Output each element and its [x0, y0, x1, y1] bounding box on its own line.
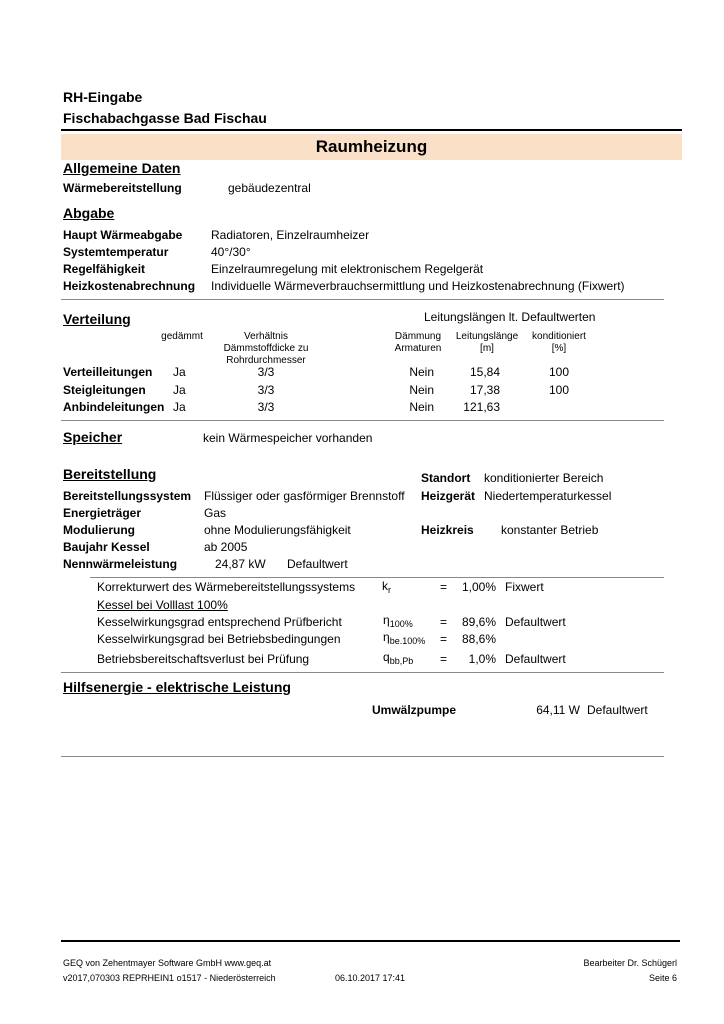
standort-label: Standort — [421, 471, 471, 485]
modulierung-label: Modulierung — [63, 523, 135, 537]
abgabe-row-value: Einzelraumregelung mit elektronischem Regelgerät — [211, 262, 484, 276]
col-header-konditioniert: [%] — [551, 343, 567, 354]
col-header-verhaeltnis: Dämmstoffdicke zu — [223, 343, 309, 354]
section-verteilung-heading: Verteilung — [63, 311, 131, 327]
section-bereitstellung-heading: Bereitstellung — [63, 466, 157, 482]
section-hilfsenergie-heading: Hilfsenergie - elektrische Leistung — [63, 679, 291, 695]
bereitschaftsverlust-value: 1,0% — [468, 652, 496, 666]
abgabe-row-label: Heizkostenabrechnung — [63, 279, 196, 293]
korrekturwert-value: 1,00% — [461, 580, 496, 594]
table-cell: 121,63 — [463, 400, 500, 414]
wirkungsgrad-pruefbericht-value: 89,6% — [461, 615, 496, 629]
footer-page-number: Seite 6 — [648, 973, 677, 983]
section-abgabe-heading: Abgabe — [63, 205, 115, 221]
modulierung-value: ohne Modulierungsfähigkeit — [204, 523, 351, 537]
section-speicher-heading: Speicher — [63, 429, 123, 445]
footer-date: 06.10.2017 17:41 — [335, 973, 406, 983]
footer-software: GEQ von Zehentmayer Software GmbH www.geq.at — [63, 958, 272, 968]
umwaelzpumpe-label: Umwälzpumpe — [372, 703, 457, 717]
korrekturwert-note: Fixwert — [505, 580, 544, 594]
divider — [61, 420, 664, 421]
standort-value: konditionierter Bereich — [484, 471, 604, 485]
header-rule — [61, 129, 682, 131]
equals-sign: = — [440, 615, 448, 629]
eta-be100-symbol: $\eta_{be.100\%}$ — [383, 630, 426, 646]
energietraeger-label: Energieträger — [63, 506, 142, 520]
heizkreis-value: konstanter Betrieb — [501, 523, 599, 537]
heizgeraet-value: Niedertemperaturkessel — [484, 489, 612, 503]
footer-version: v2017,070303 REPRHEIN1 o1517 - Niederösterreich — [63, 973, 276, 983]
table-cell: 100 — [548, 383, 570, 397]
nennwaermeleistung-value: 24,87 kW — [215, 557, 266, 571]
abgabe-row-value: 40°/30° — [211, 245, 251, 259]
kessel-volllast-heading: Kessel bei Volllast 100% — [97, 598, 228, 612]
heizgeraet-label: Heizgerät — [421, 489, 476, 503]
page-title: Raumheizung — [315, 137, 428, 156]
speicher-value: kein Wärmespeicher vorhanden — [203, 431, 373, 445]
energietraeger-value: Gas — [204, 506, 227, 520]
table-cell: 17,38 — [469, 383, 500, 397]
col-header-leitungslaenge: [m] — [480, 343, 494, 354]
col-header-verhaeltnis: Verhältnis — [244, 331, 288, 342]
table-row-label: Verteilleitungen — [63, 365, 153, 379]
umwaelzpumpe-value: 64,11 W — [536, 703, 580, 717]
bereitschaftsverlust-label: Betriebsbereitschaftsverlust bei Prüfung — [97, 652, 310, 666]
baujahr-value: ab 2005 — [204, 540, 248, 554]
table-cell: Ja — [173, 365, 186, 379]
table-cell: 3/3 — [257, 383, 275, 397]
bereitstellungssystem-label: Bereitstellungssystem — [63, 489, 192, 503]
col-header-daemmung: Armaturen — [394, 343, 442, 354]
divider — [90, 577, 664, 578]
baujahr-label: Baujahr Kessel — [63, 540, 150, 554]
nennwaermeleistung-label: Nennwärmeleistung — [63, 557, 178, 571]
table-row-label: Anbindeleitungen — [63, 400, 165, 414]
wirkungsgrad-pruefbericht-label: Kesselwirkungsgrad entsprechend Prüfbericht — [97, 615, 342, 629]
divider — [61, 756, 664, 757]
col-header-gedaemmt: gedämmt — [161, 331, 203, 342]
waermebereitstellung-label: Wärmebereitstellung — [63, 181, 182, 195]
umwaelzpumpe-note: Defaultwert — [587, 703, 648, 717]
verteilung-note: Leitungslängen lt. Defaultwerten — [424, 310, 596, 324]
header-line-2: Fischabachgasse Bad Fischau — [63, 110, 267, 126]
equals-sign: = — [440, 580, 448, 594]
wirkungsgrad-betrieb-label: Kesselwirkungsgrad bei Betriebsbedingungen — [97, 632, 341, 646]
table-cell: Ja — [173, 383, 186, 397]
table-cell: Nein — [409, 383, 434, 397]
footer-rule — [61, 940, 680, 942]
equals-sign: = — [440, 632, 448, 646]
table-row-label: Steigleitungen — [63, 383, 146, 397]
col-header-konditioniert: konditioniert — [532, 331, 586, 342]
abgabe-row-label: Regelfähigkeit — [63, 262, 146, 276]
bereitschaftsverlust-note: Defaultwert — [505, 652, 566, 666]
divider — [61, 299, 664, 300]
table-cell: 15,84 — [469, 365, 500, 379]
abgabe-row-label: Systemtemperatur — [63, 245, 169, 259]
bereitstellungssystem-value: Flüssiger oder gasförmiger Brennstoff — [204, 489, 405, 503]
waermebereitstellung-value: gebäudezentral — [228, 181, 311, 195]
header-line-1: RH-Eingabe — [63, 89, 143, 105]
section-allgemein-heading: Allgemeine Daten — [63, 160, 181, 176]
table-cell: Nein — [409, 400, 434, 414]
col-header-leitungslaenge: Leitungslänge — [455, 331, 519, 342]
abgabe-row-value: Individuelle Wärmeverbrauchsermittlung und Heizkostenabrechnung (Fixwert) — [211, 279, 625, 293]
wirkungsgrad-pruefbericht-note: Defaultwert — [505, 615, 566, 629]
table-cell: 100 — [548, 365, 570, 379]
divider — [61, 672, 664, 673]
korrekturwert-symbol: $k_r$ — [382, 579, 391, 595]
footer-bearbeiter: Bearbeiter Dr. Schügerl — [583, 958, 677, 968]
col-header-daemmung: Dämmung — [394, 331, 442, 342]
eta-100-symbol: $\eta_{100\%}$ — [383, 613, 413, 629]
equals-sign: = — [440, 652, 448, 666]
abgabe-row-label: Haupt Wärmeabgabe — [63, 228, 183, 242]
table-cell: 3/3 — [257, 400, 275, 414]
col-header-verhaeltnis: Rohrdurchmesser — [226, 355, 306, 366]
abgabe-row-value: Radiatoren, Einzelraumheizer — [211, 228, 370, 242]
table-cell: Nein — [409, 365, 434, 379]
heizkreis-label: Heizkreis — [421, 523, 474, 537]
nennwaermeleistung-note: Defaultwert — [287, 557, 348, 571]
table-cell: Ja — [173, 400, 186, 414]
q-bbpb-symbol: $q_{bb,Pb}$ — [383, 650, 414, 666]
wirkungsgrad-betrieb-value: 88,6% — [461, 632, 496, 646]
table-cell: 3/3 — [257, 365, 275, 379]
korrekturwert-label: Korrekturwert des Wärmebereitstellungssystems — [97, 580, 356, 594]
